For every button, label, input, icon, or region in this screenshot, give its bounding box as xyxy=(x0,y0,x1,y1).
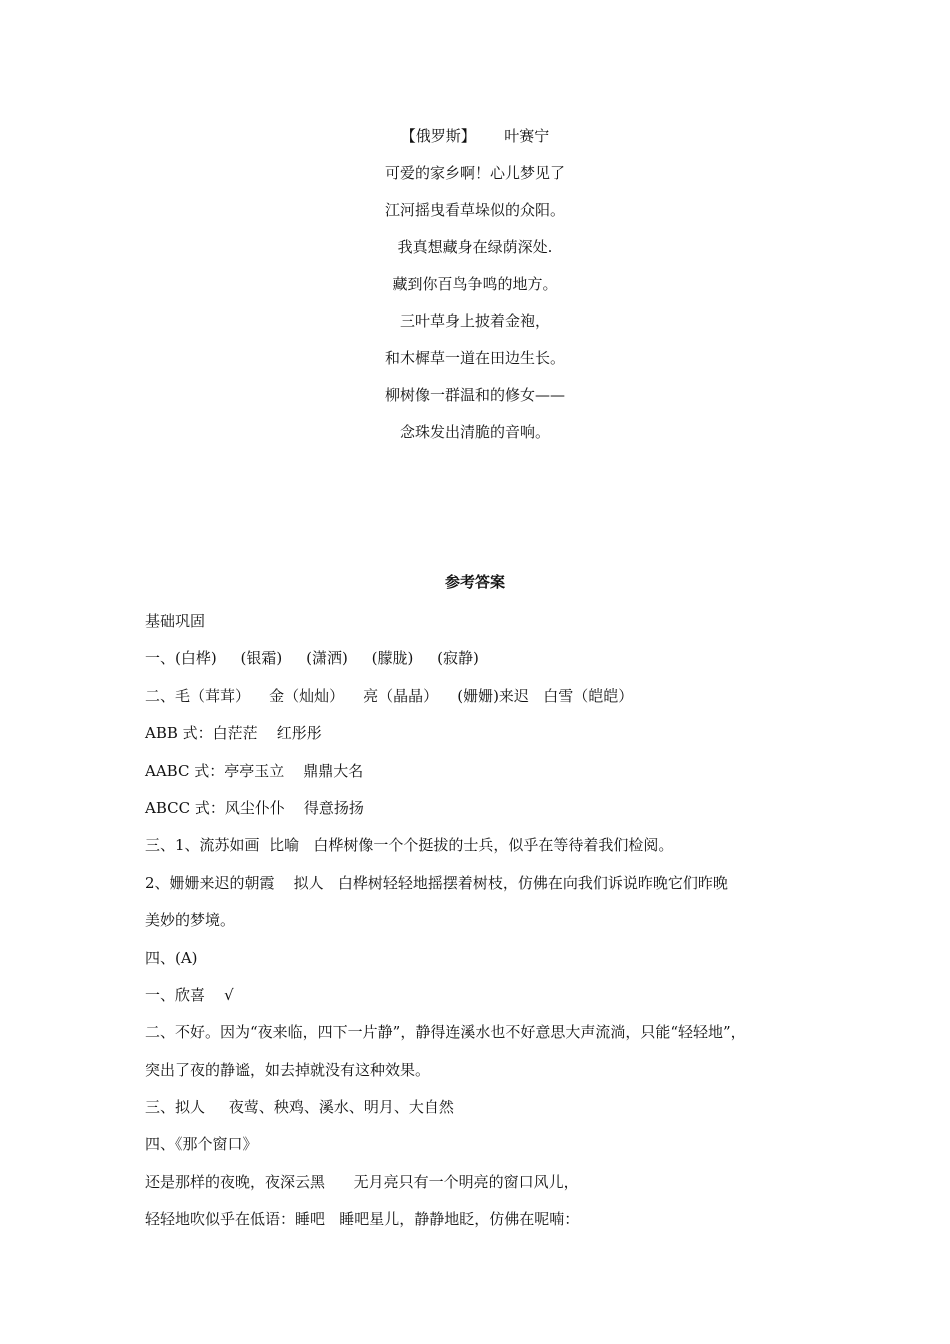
answer-line: 一、(白桦) (银霜) (潇洒) (朦胧) (寂静) xyxy=(145,649,479,668)
answer-line: 四、(A) xyxy=(145,948,198,967)
answer-line: 美妙的梦境。 xyxy=(145,911,236,930)
answer-line: ABB 式：白茫茫 红彤彤 xyxy=(145,724,322,743)
poem-line: 柳树像一群温和的修女—— xyxy=(384,386,565,404)
poem-line: 藏到你百鸟争鸣的地方。 xyxy=(392,275,558,293)
poem-line: 可爱的家乡啊！心儿梦见了 xyxy=(384,164,565,182)
answer-line: 轻轻地吹似乎在低语：睡吧 睡吧星儿，静静地眨，仿佛在呢喃： xyxy=(145,1210,580,1229)
poem-author-line: 【俄罗斯】 叶赛宁 xyxy=(400,127,550,145)
answer-line: 三、1、流苏如画 比喻 白桦树像一个个挺拔的士兵，似乎在等待着我们检阅。 xyxy=(145,836,674,855)
poem-line: 我真想藏身在绿荫深处. xyxy=(397,238,553,256)
section-heading-basics: 基础巩固 xyxy=(145,612,206,630)
poem-line: 和木樨草一道在田边生长。 xyxy=(384,349,565,367)
answer-line: AABC 式：亭亭玉立 鼎鼎大名 xyxy=(145,761,364,780)
answer-line: ABCC 式：风尘仆仆 得意扬扬 xyxy=(145,798,364,817)
answer-line: 还是那样的夜晚，夜深云黑 无月亮只有一个明亮的窗口风儿， xyxy=(145,1172,579,1191)
answer-line: 突出了夜的静谧，如去掉就没有这种效果。 xyxy=(145,1060,431,1079)
poem-line: 三叶草身上披着金袍， xyxy=(399,312,550,330)
poem-line: 念珠发出清脆的音响。 xyxy=(399,423,550,441)
poem-section xyxy=(0,118,950,451)
answer-line: 二、毛（茸茸） 金（灿灿） 亮（晶晶） (姗姗)来迟 白雪（皑皑） xyxy=(145,686,634,705)
answer-key-section xyxy=(145,565,825,1239)
answer-key-title: 参考答案 xyxy=(444,573,505,591)
answer-line: 2、姗姗来迟的朝霞 拟人 白桦树轻轻地摇摆着树枝，仿佛在向我们诉说昨晚它们昨晚 xyxy=(145,873,728,892)
answer-line: 三、拟人 夜莺、秧鸡、溪水、明月、大自然 xyxy=(145,1098,454,1117)
answer-line: 四、《那个窗口》 xyxy=(145,1135,258,1154)
poem-line: 江河摇曳看草垛似的众阳。 xyxy=(384,201,565,219)
answer-line: 二、不好。因为“夜来临，四下一片静”，静得连溪水也不好意思大声流淌，只能“轻轻地”， xyxy=(145,1023,746,1042)
answer-line: 一、欣喜 √ xyxy=(145,985,234,1004)
